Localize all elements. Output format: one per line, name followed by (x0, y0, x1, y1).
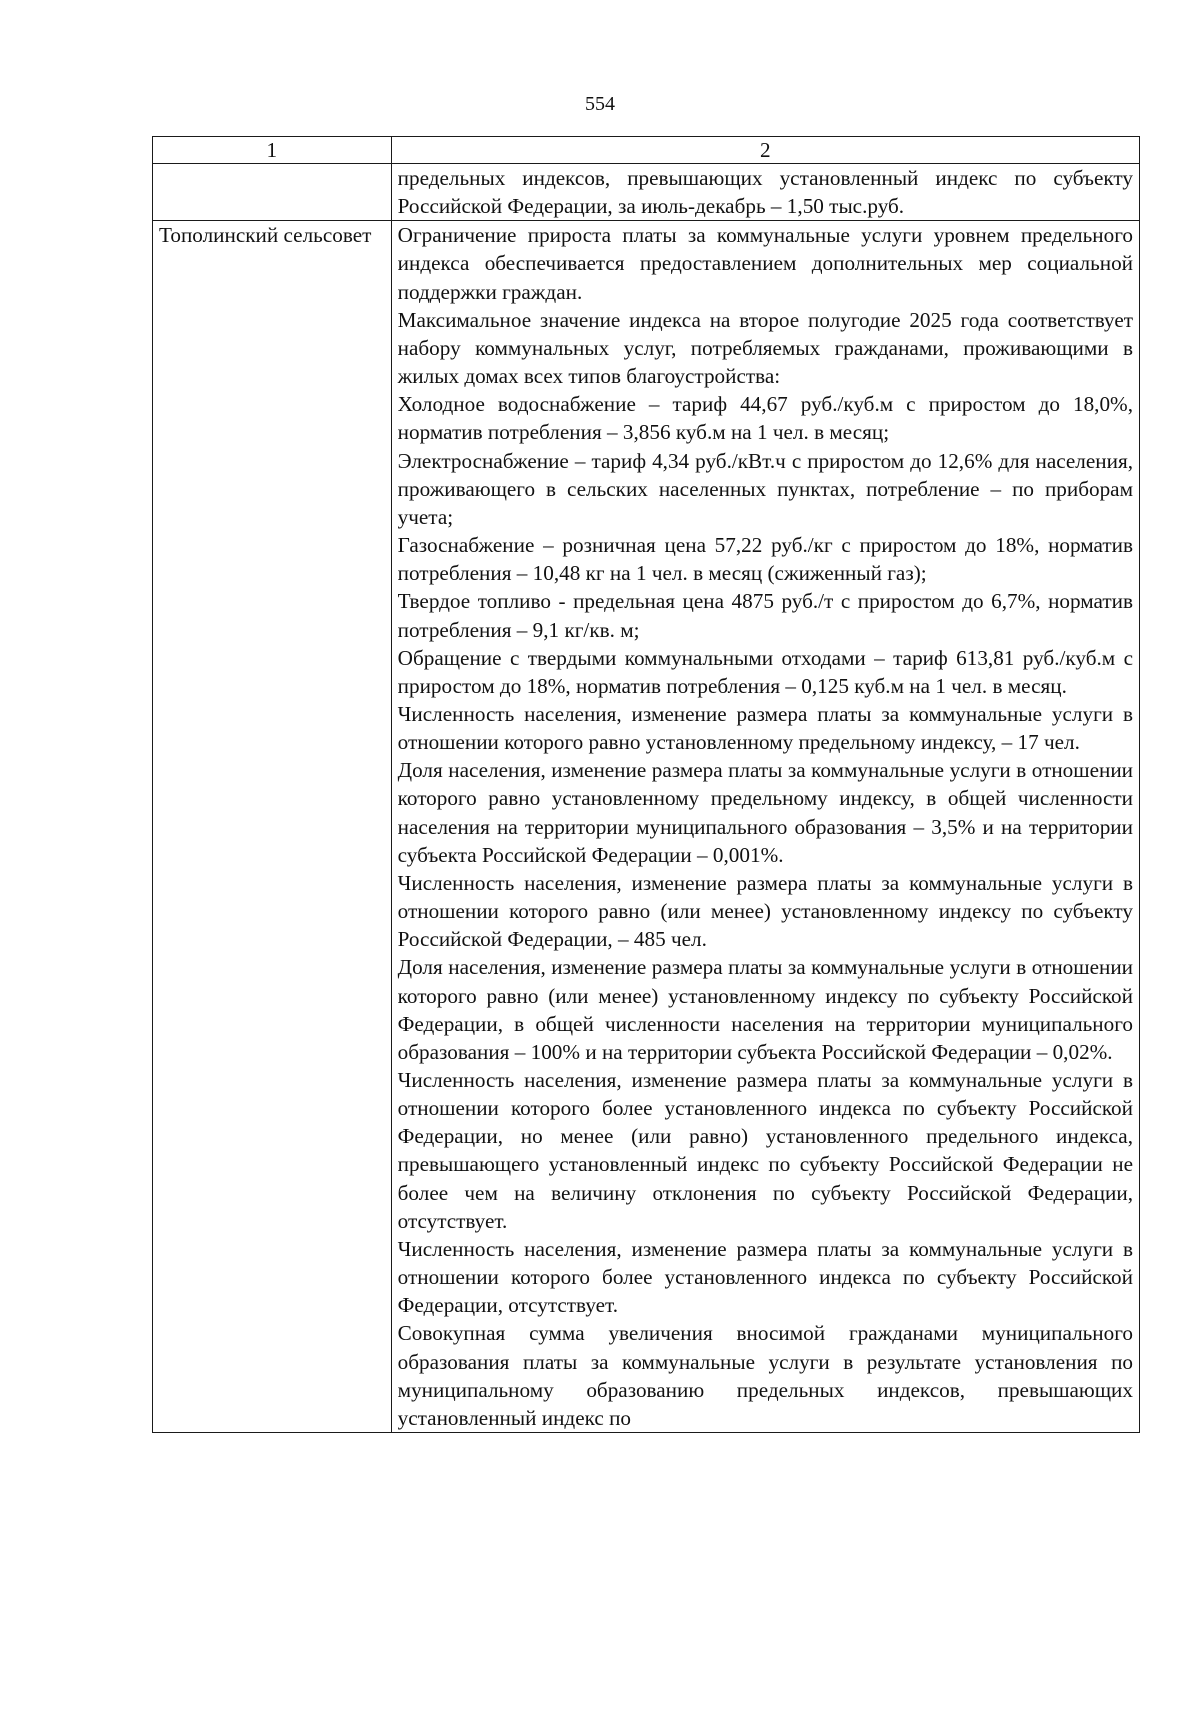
paragraph-share-below-index: Доля населения, изменение размера платы за коммунальные услуги в отношении которого равно (или менее) установленному индексу по субъекту Российской Федерации, в общей численности населения на территории муниципального образования – 100% и на территории субъекта Российской Федерации – 0,02%. (397, 955, 1133, 1064)
table-row (153, 221, 1140, 1433)
page-number: 554 (585, 93, 615, 115)
table-row (153, 164, 1140, 221)
paragraph-share-equal-limit: Доля населения, изменение размера платы за коммунальные услуги в отношении которого равно установленному предельному индексу, в общей численности населения на территории муниципального образования – 3,5% и на территории субъекта Российской Федерации – 0,001%. (397, 758, 1133, 867)
column-header-2: 2 (391, 137, 1139, 164)
continuation-text-cell (391, 164, 1139, 221)
paragraph-total-sum: Совокупная сумма увеличения вносимой гражданами муниципального образования платы за коммунальные услуги в результате установления по муниципальному образованию предельных индексов, превышающих установленный индекс по (397, 1321, 1133, 1430)
paragraph-cold-water: Холодное водоснабжение – тариф 44,67 руб./куб.м с приростом до 18,0%, норматив потребления – 3,856 куб.м на 1 чел. в месяц; (397, 392, 1133, 445)
paragraph-population-above: Численность населения, изменение размера платы за коммунальные услуги в отношении которого более установленного индекса по субъекту Российской Федерации, отсутствует. (397, 1236, 1133, 1318)
paragraph-waste: Обращение с твердыми коммунальными отходами – тариф 613,81 руб./куб.м с приростом до 18%, норматив потребления – 0,125 куб.м на 1 чел. в месяц. (397, 645, 1133, 698)
municipality-name-cell: Тополинский сельсовет (153, 221, 392, 1433)
table-header-row (153, 137, 1140, 164)
paragraph-population-between: Численность населения, изменение размера платы за коммунальные услуги в отношении которого более установленного индекса по субъекту Российской Федерации, но менее (или равно) установленного предельного индекса, превышающего установленный индекс по субъекту Российской Федерации не более чем на величину отклонения по субъекту Российской Федерации, отсутствует. (397, 1068, 1133, 1233)
paragraph-population-below-index: Численность населения, изменение размера платы за коммунальные услуги в отношении которого равно (или менее) установленному индексу по субъекту Российской Федерации, – 485 чел. (397, 870, 1133, 952)
continuation-paragraph: предельных индексов, превышающих установленный индекс по субъекту Российской Федерации, за июль-декабрь – 1,50 тыс.руб. (397, 166, 1133, 219)
paragraph-population-equal-limit: Численность населения, изменение размера платы за коммунальные услуги в отношении которого равно установленному предельному индексу, – 17 чел. (397, 701, 1133, 755)
paragraph-gas: Газоснабжение – розничная цена 57,22 руб./кг с приростом до 18%, норматив потребления – 10,48 кг на 1 чел. в месяц (сжиженный газ); (397, 533, 1133, 586)
description-cell (391, 221, 1139, 1433)
municipal-index-table (152, 136, 1140, 1433)
paragraph-restriction: Ограничение прироста платы за коммунальные услуги уровнем предельного индекса обеспечивается предоставлением дополнительных мер социальной поддержки граждан. (397, 223, 1133, 304)
municipality-cell-empty (153, 164, 392, 221)
paragraph-max-index: Максимальное значение индекса на второе полугодие 2025 года соответствует набору коммунальных услуг, потребляемых гражданами, проживающими в жилых домах всех типов благоустройства: (397, 307, 1133, 389)
column-header-1: 1 (153, 137, 392, 164)
paragraph-solid-fuel: Твердое топливо - предельная цена 4875 руб./т с приростом до 6,7%, норматив потребления – 9,1 кг/кв. м; (397, 589, 1133, 642)
paragraph-electricity: Электроснабжение – тариф 4,34 руб./кВт.ч с приростом до 12,6% для населения, проживающего в сельских населенных пунктах, потребление – по приборам учета; (397, 448, 1133, 529)
